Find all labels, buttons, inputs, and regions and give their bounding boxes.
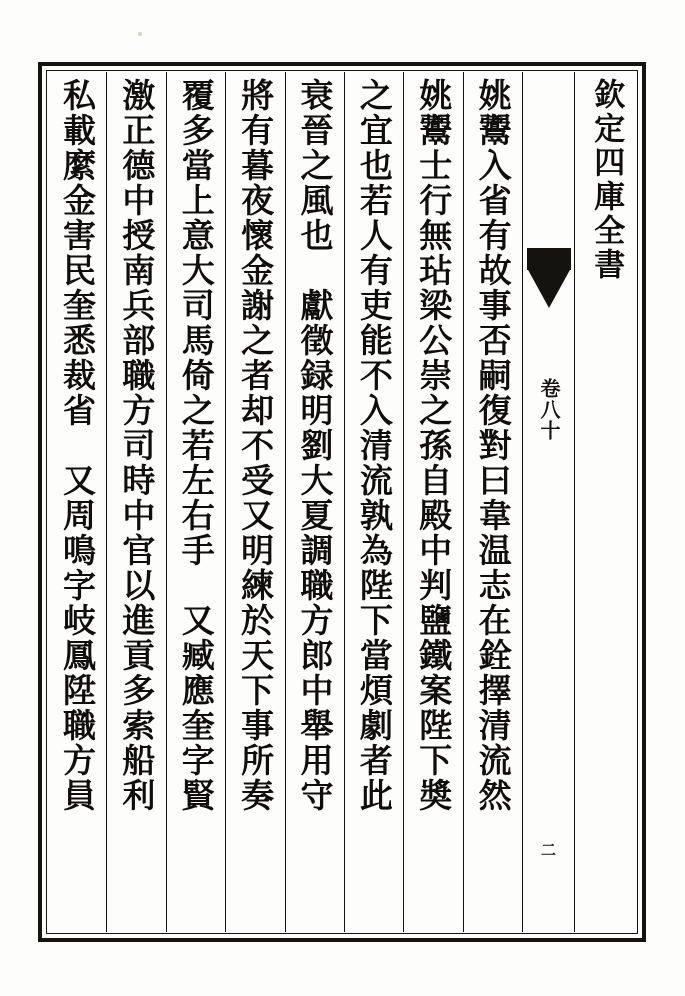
page-number: 二 (539, 842, 557, 858)
text-block-frame (38, 62, 646, 942)
column-container (48, 72, 636, 932)
column-text: 衰晉之風也 獻徵録明劉大夏調職方郎中舉用守 (295, 78, 335, 813)
column-text: 私載縻金害民奎悉裁省 又周鳴字岐鳳陞職方員 (58, 78, 98, 813)
paper-speck (138, 32, 142, 36)
column-text: 姚䰞士行無玷梁公崇之孫自殿中判鹽鐵案陛下奬 (414, 78, 454, 813)
text-column-8 (48, 72, 106, 932)
fishtail-icon (527, 268, 571, 308)
volume-label: 卷八十 (537, 378, 561, 441)
text-column-5 (225, 72, 284, 932)
fishtail-block-icon (527, 248, 571, 270)
text-column-2 (403, 72, 462, 932)
series-title: 欽定四庫全書 (588, 78, 625, 282)
text-column-4 (285, 72, 344, 932)
folio-mark-column (522, 72, 574, 932)
text-column-1 (463, 72, 522, 932)
text-column-6 (166, 72, 225, 932)
column-text: 將有暮夜懷金謝之者却不受又明練於天下事所奏 (236, 78, 276, 813)
series-title-column (574, 72, 636, 932)
column-text: 之宜也若人有吏能不入清流孰為陛下當煩劇者此 (354, 78, 394, 813)
column-text: 姚䰞入省有故事否嗣復對曰韋温志在銓擇清流然 (473, 78, 513, 813)
column-text: 激正德中授南兵部職方司時中官以進貢多索船利 (117, 78, 157, 813)
column-text: 覆多當上意大司馬倚之若左右手 又臧應奎字賢 (176, 78, 216, 813)
text-column-3 (344, 72, 403, 932)
text-column-7 (106, 72, 165, 932)
